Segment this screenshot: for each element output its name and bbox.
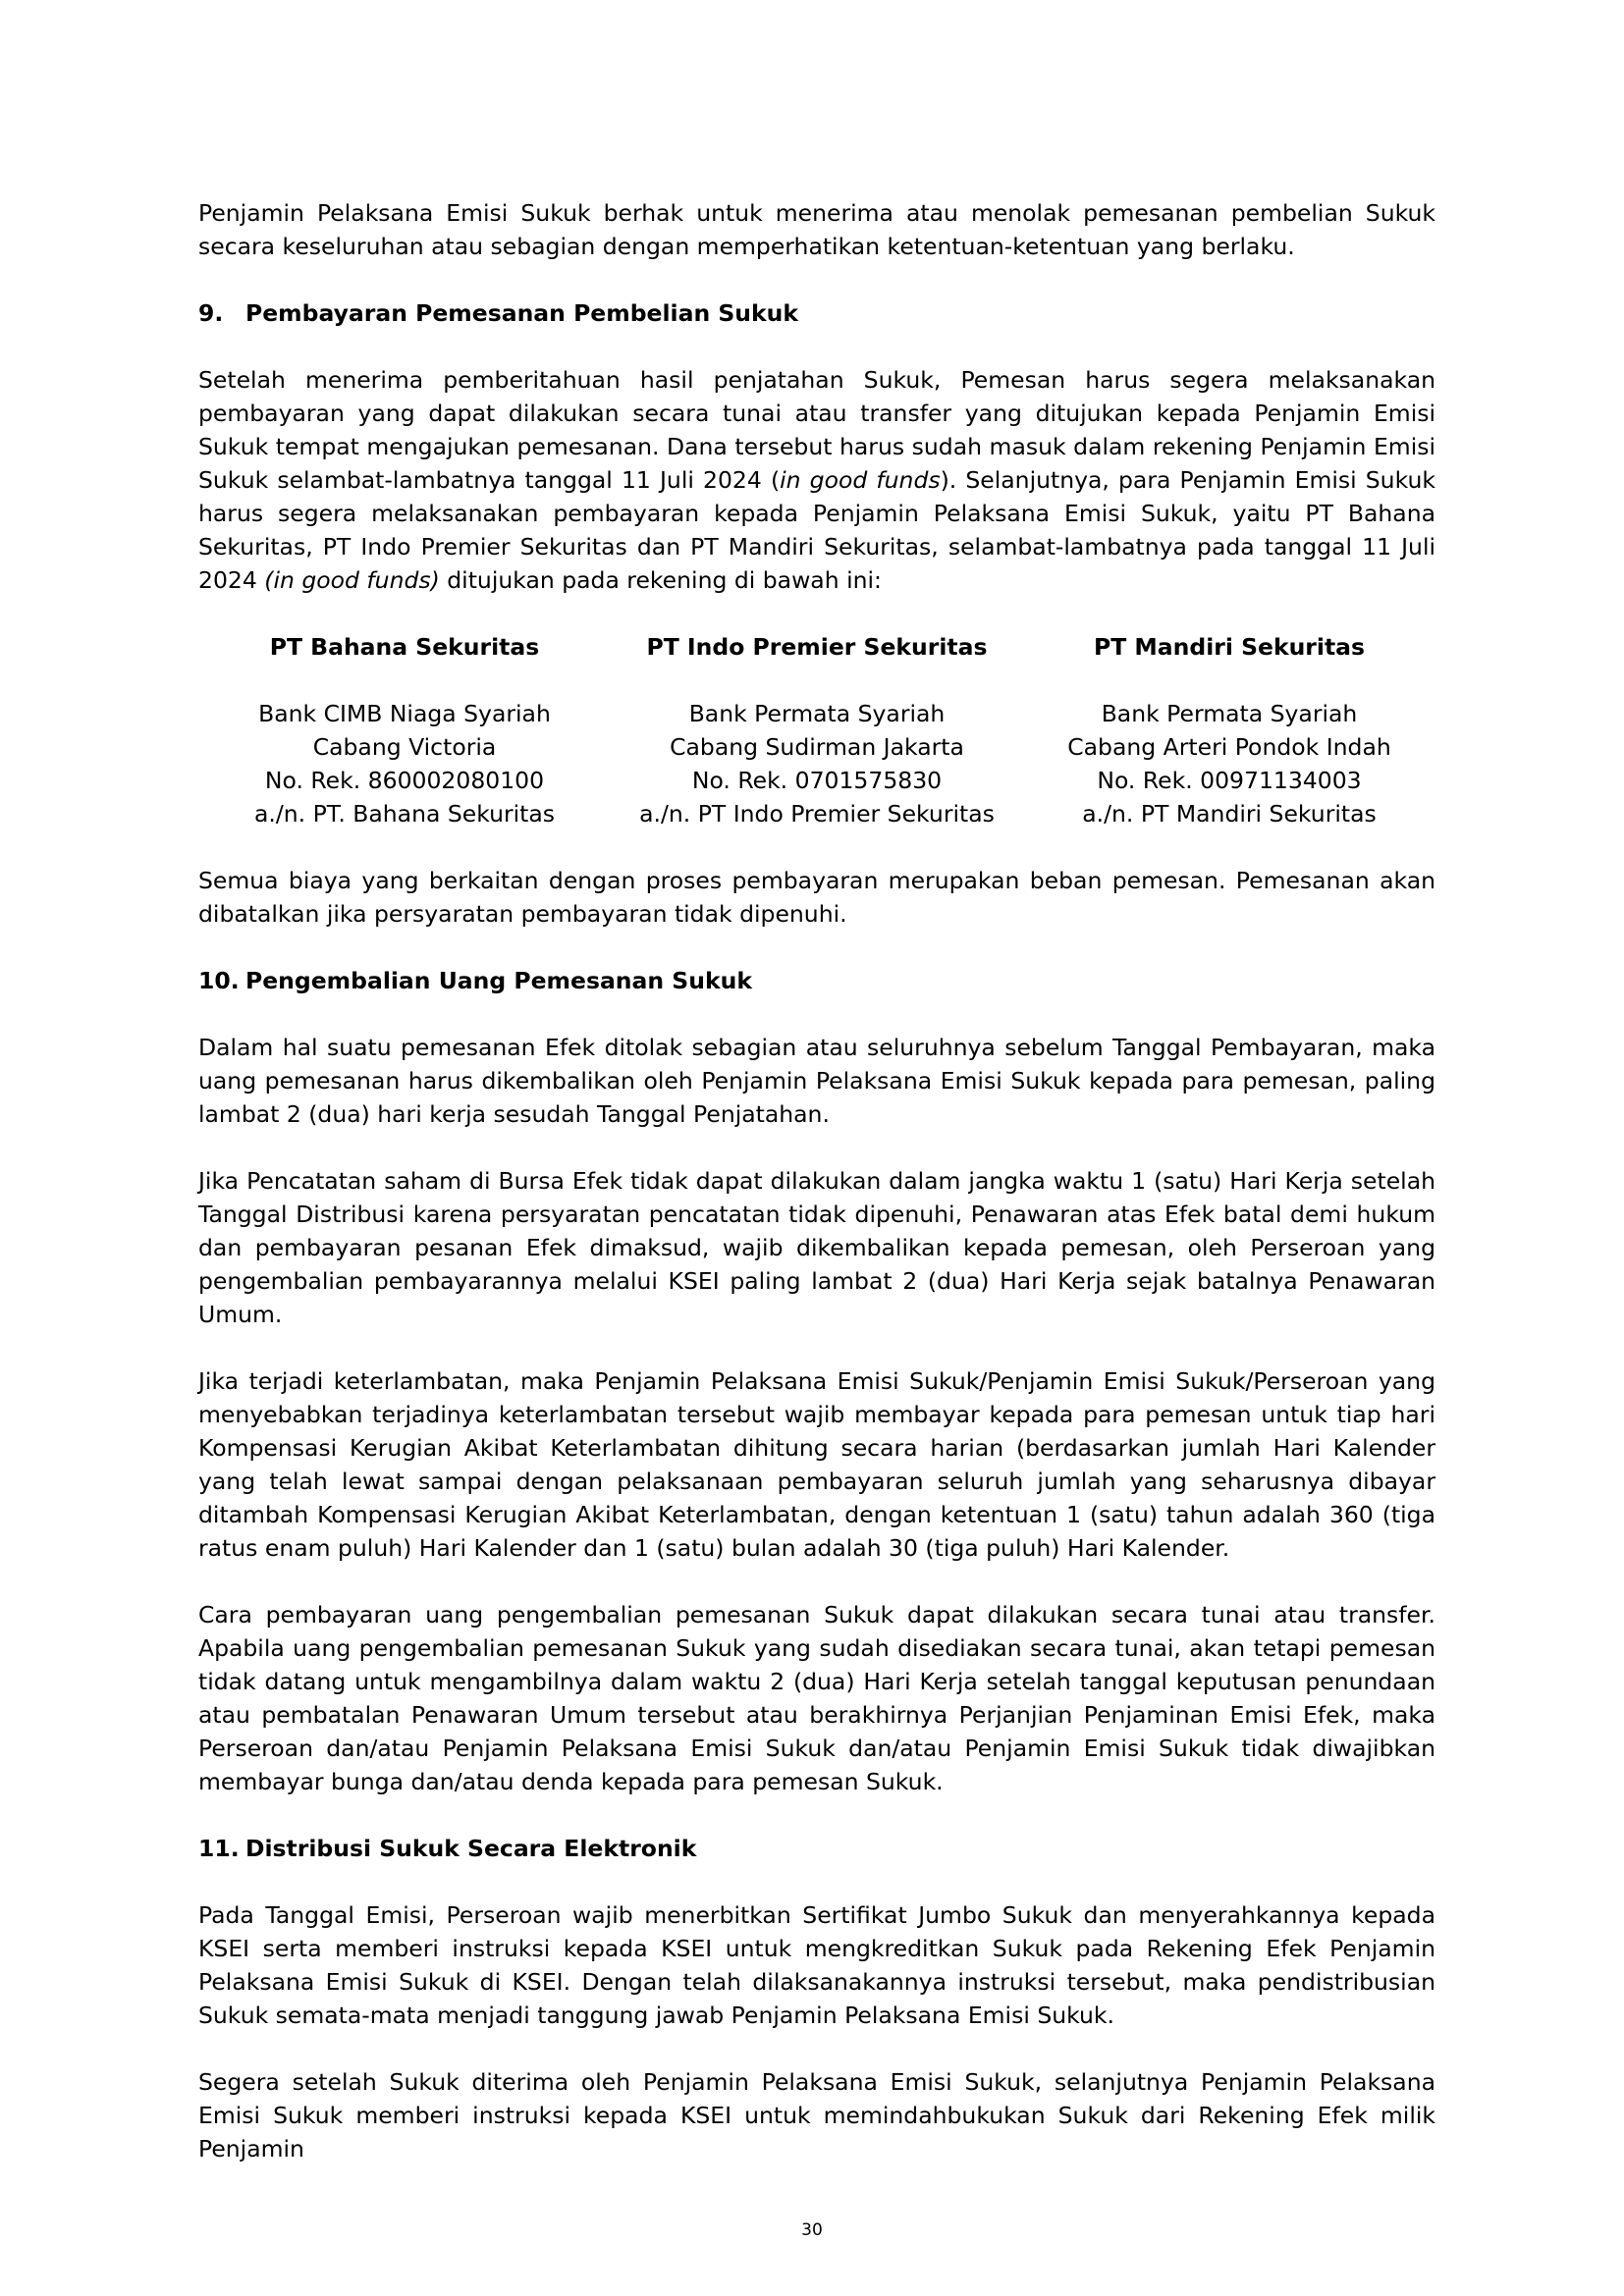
section-11-heading	[198, 1832, 1435, 1865]
section-9-paragraph-1	[198, 363, 1435, 597]
bank-column-bahana	[198, 630, 611, 830]
section-number: 10.	[198, 967, 240, 994]
bank-name: Bank CIMB Niaga Syariah	[258, 700, 551, 727]
page-content	[198, 196, 1435, 2199]
section-9-paragraph-2: Semua biaya yang berkaitan dengan proses pembayaran merupakan beban pemesan. Pemesanan akan dibatalkan jika persyaratan pembayaran tidak dipenuhi.	[198, 867, 1435, 928]
intro-paragraph: Penjamin Pelaksana Emisi Sukuk berhak untuk menerima atau menolak pemesanan pembelian Sukuk secara keseluruhan atau sebagian dengan memperhatikan ketentuan-ketentuan yang berlaku.	[198, 199, 1435, 260]
section-10-paragraph-4: Cara pembayaran uang pengembalian pemesanan Sukuk dapat dilakukan secara tunai atau transfer. Apabila uang pengembalian pemesanan Sukuk yang sudah disediakan secara tunai, akan tetapi pemesan tidak datang untuk mengambilnya dalam waktu 2 (dua) Hari Kerja setelah tanggal keputusan penundaan atau pembatalan Penawaran Umum tersebut atau berakhirnya Perjanjian Penjaminan Emisi Efek, maka Perseroan dan/atau Penjamin Pelaksana Emisi Sukuk dan/atau Penjamin Emisi Sukuk tidak diwajibkan membayar bunga dan/atau denda kepada para pemesan Sukuk.	[198, 1601, 1435, 1795]
bank-name: Bank Permata Syariah	[1101, 700, 1358, 727]
italic-text: in good funds	[780, 466, 941, 494]
bank-column-title: PT Indo Premier Sekuritas	[646, 633, 988, 661]
section-11-paragraph-1: Pada Tanggal Emisi, Perseroan wajib menerbitkan Sertifikat Jumbo Sukuk dan menyerahkannya kepada KSEI serta memberi instruksi kepada KSEI untuk mengkreditkan Sukuk pada Rekening Efek Penjamin Pelaksana Emisi Sukuk di KSEI. Dengan telah dilaksanakannya instruksi tersebut, maka pendistribusian Sukuk semata-mata menjadi tanggung jawab Penjamin Pelaksana Emisi Sukuk.	[198, 1901, 1435, 2029]
bank-name: Bank Permata Syariah	[688, 700, 946, 727]
section-number: 11.	[198, 1835, 240, 1862]
bank-account-number: No. Rek. 0701575830	[691, 767, 943, 794]
section-10-paragraph-1: Dalam hal suatu pemesanan Efek ditolak sebagian atau seluruhnya sebelum Tanggal Pembayaran, maka uang pemesanan harus dikembalikan oleh Penjamin Pelaksana Emisi Sukuk kepada para pemesan, paling lambat 2 (dua) hari kerja sesudah Tanggal Penjatahan.	[198, 1034, 1435, 1128]
bank-branch: Cabang Arteri Pondok Indah	[1067, 733, 1391, 761]
bank-branch: Cabang Victoria	[312, 733, 497, 761]
section-title: Distribusi Sukuk Secara Elektronik	[245, 1835, 697, 1862]
section-title: Pengembalian Uang Pemesanan Sukuk	[245, 967, 752, 994]
bank-column-indo-premier	[611, 630, 1023, 830]
bank-account-holder: a./n. PT Mandiri Sekuritas	[1082, 800, 1377, 828]
bank-branch: Cabang Sudirman Jakarta	[670, 733, 964, 761]
section-11-paragraph-2: Segera setelah Sukuk diterima oleh Penjamin Pelaksana Emisi Sukuk, selanjutnya Penjamin Pelaksana Emisi Sukuk memberi instruksi kepada KSEI untuk memindahbukukan Sukuk dari Rekening Efek milik Penjamin	[198, 2068, 1435, 2163]
italic-text: (in good funds)	[264, 566, 440, 594]
bank-accounts-table	[198, 630, 1435, 830]
bank-account-holder: a./n. PT Indo Premier Sekuritas	[639, 800, 995, 828]
bank-account-number: No. Rek. 860002080100	[264, 767, 545, 794]
bank-account-number: No. Rek. 00971134003	[1097, 767, 1362, 794]
text-run: ). Selanjutnya, para Penjamin Emisi Sukuk harus segera melaksanakan pembayaran kepada Penjamin Pelaksana Emisi Sukuk, yaitu PT Bahana Sekuritas, PT Indo Premier Sekuritas dan PT Mandiri Sekuritas, selambat-lambatnya pada tanggal 11 Juli 2024	[198, 466, 1435, 594]
section-10-heading	[198, 964, 1435, 997]
section-title: Pembayaran Pemesanan Pembelian Sukuk	[245, 299, 799, 327]
bank-column-mandiri	[1023, 630, 1435, 830]
section-10-paragraph-3: Jika terjadi keterlambatan, maka Penjamin Pelaksana Emisi Sukuk/Penjamin Emisi Sukuk/Perseroan yang menyebabkan terjadinya keterlambatan tersebut wajib membayar kepada para pemesan untuk tiap hari Kompensasi Kerugian Akibat Keterlambatan dihitung secara harian (berdasarkan jumlah Hari Kalender yang telah lewat sampai dengan pelaksanaan pembayaran seluruh jumlah yang seharusnya dibayar ditambah Kompensasi Kerugian Akibat Keterlambatan, dengan ketentuan 1 (satu) tahun adalah 360 (tiga ratus enam puluh) Hari Kalender dan 1 (satu) bulan adalah 30 (tiga puluh) Hari Kalender.	[198, 1367, 1435, 1562]
bank-account-holder: a./n. PT. Bahana Sekuritas	[253, 800, 556, 828]
section-number: 9.	[198, 299, 224, 327]
bank-column-title: PT Mandiri Sekuritas	[1093, 633, 1366, 661]
page-number: 30	[801, 2220, 823, 2240]
text-run: Setelah menerima pemberitahuan hasil penjatahan Sukuk, Pemesan harus segera melaksanakan pembayaran yang dapat dilakukan secara tunai atau transfer yang ditujukan kepada Penjamin Emisi Sukuk tempat mengajukan pemesanan. Dana tersebut harus sudah masuk dalam rekening Penjamin Emisi Sukuk selambat-lambatnya tanggal 11 Juli 2024 (	[198, 366, 1435, 494]
bank-column-title: PT Bahana Sekuritas	[269, 633, 540, 661]
section-9-heading	[198, 296, 1435, 330]
text-run: ditujukan pada rekening di bawah ini:	[439, 566, 882, 594]
section-10-paragraph-2: Jika Pencatatan saham di Bursa Efek tidak dapat dilakukan dalam jangka waktu 1 (satu) Hari Kerja setelah Tanggal Distribusi karena persyaratan pencatatan tidak dipenuhi, Penawaran atas Efek batal demi hukum dan pembayaran pesanan Efek dimaksud, wajib dikembalikan kepada pemesan, oleh Perseroan yang pengembalian pembayarannya melalui KSEI paling lambat 2 (dua) Hari Kerja sejak batalnya Penawaran Umum.	[198, 1167, 1435, 1328]
